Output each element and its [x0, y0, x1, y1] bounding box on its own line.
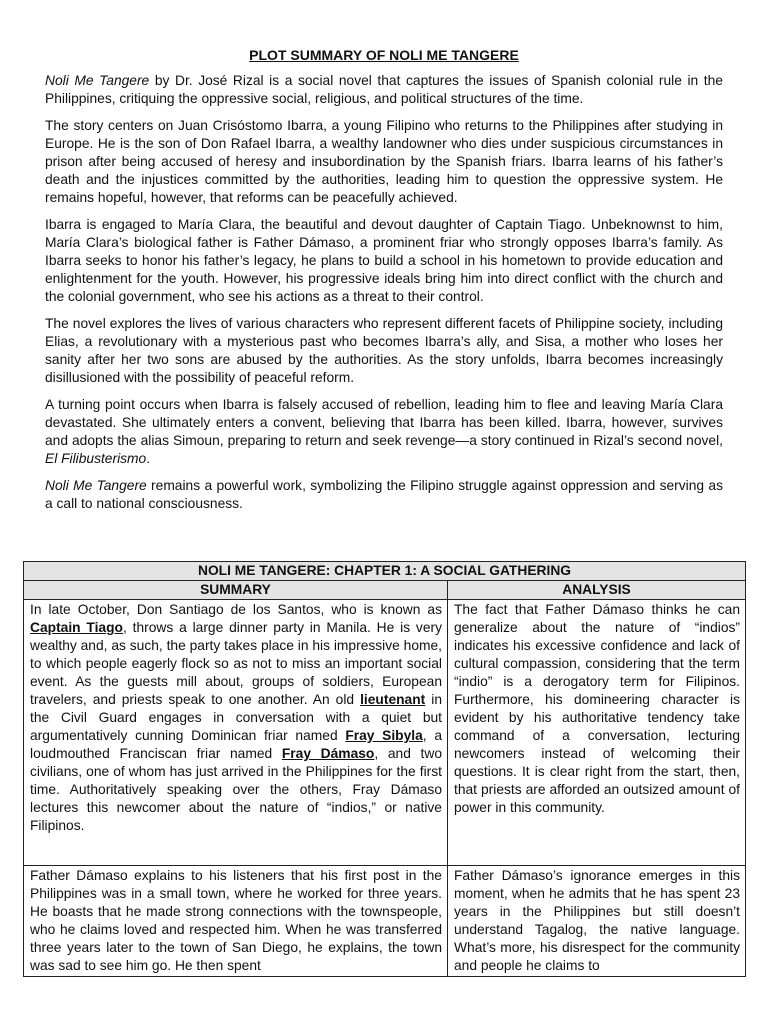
paragraph-ibarra: The story centers on Juan Crisóstomo Ibarra, a young Filipino who returns to the Philippines after studying in Europe. He is the son of Don Rafael Ibarra, a wealthy landowner who dies under suspicious circumstances in prison after being accused of heresy and insubordination by the Spanish friars. Ibarra learns of his father’s death and the injustices committed by the authorities, leading him to question the oppressive system. He remains hopeful, however, that reforms can be peacefully achieved. [45, 118, 723, 205]
column-header-analysis: ANALYSIS [448, 581, 746, 600]
paragraph-text: by Dr. José Rizal is a social novel that captures the issues of Spanish colonial rule in the Philippines, critiquing the oppressive social, religious, and political structures of the time. [45, 73, 723, 106]
document-title: PLOT SUMMARY OF NOLI ME TANGERE [249, 47, 519, 63]
paragraph-maria-clara: Ibarra is engaged to María Clara, the beautiful and devout daughter of Captain Tiago. Unbeknownst to him, María Clara’s biological father is Father Dámaso, a prominent friar who strongly opposes Ibarra’s family. As Ibarra seeks to honor his father’s legacy, he plans to build a school in his hometown to provide education and enlightenment for the youth. However, his progressive ideals bring him into direct conflict with the church and the colonial government, who see his actions as a threat to their control. [45, 217, 723, 304]
paragraph-characters: The novel explores the lives of various characters who represent different facets of Philippine society, including Elias, a revolutionary with a mysterious past who becomes Ibarra’s ally, and Sisa, a mother who loses her sanity after her two sons are abused by the authorities. As the story unfolds, Ibarra becomes increasingly disillusioned with the possibility of peaceful reform. [45, 316, 723, 385]
book-title-italic: Noli Me Tangere [45, 73, 150, 88]
summary-cell [24, 600, 448, 866]
analysis-cell: Father Dámaso’s ignorance emerges in this moment, when he admits that he has spent 23 years in the Philippines but still doesn’t understand Tagalog, the native language. What’s more, his disrespect for the community and people he claims to [448, 866, 746, 977]
chapter-table [23, 561, 746, 977]
book-title-italic: Noli Me Tangere [45, 478, 147, 493]
term-captain-tiago: Captain Tiago [30, 620, 123, 635]
summary-text: In late October, Don Santiago de los Santos, who is known as [30, 602, 442, 617]
term-lieutenant: lieutenant [360, 692, 426, 707]
column-header-summary: SUMMARY [24, 581, 448, 600]
document-body [45, 46, 723, 522]
paragraph-end: . [146, 451, 151, 466]
paragraph-turning-point [45, 396, 723, 468]
table-row [24, 866, 746, 977]
table-row [24, 600, 746, 866]
table-heading: NOLI ME TANGERE: CHAPTER 1: A SOCIAL GATHERING [24, 562, 746, 581]
summary-text: , a loudmouthed Franciscan friar named [30, 728, 442, 761]
analysis-cell: The fact that Father Dámaso thinks he can generalize about the nature of “indios” indicates his excessive confidence and lack of cultural compassion, considering that the term “indio” is a derogatory term for Filipinos. Furthermore, his domineering character is evident by his authoritative tendency take command of a conversation, lecturing newcomers instead of welcoming their questions. It is clear right from the start, then, that priests are afforded an outsized amount of power in this community. [448, 600, 746, 866]
paragraph-text: remains a powerful work, symbolizing the Filipino struggle against oppression and serving as a call to national consciousness. [45, 478, 723, 511]
paragraph-conclusion [45, 477, 723, 513]
term-fray-sibyla: Fray Sibyla [345, 728, 423, 743]
sequel-title-italic: El Filibusterismo [45, 451, 147, 466]
summary-text: in the Civil Guard engages in conversation with a quiet but argumentatively cunning Dominican friar named [30, 692, 442, 743]
summary-text: , throws a large dinner party in Manila. He is very wealthy and, as such, the party takes place in his impressive home, to which people eagerly flock so as not to miss an important social event. As the guests mill about, groups of soldiers, European travelers, and priests speak to one another. An old [30, 620, 442, 707]
table-column-headers [24, 581, 746, 600]
table-heading-row [24, 562, 746, 581]
paragraph-intro [45, 72, 723, 108]
summary-cell: Father Dámaso explains to his listeners that his first post in the Philippines was in a small town, where he worked for three years. He boasts that he made strong connections with the townspeople, who he claims loved and respected him. When he was transferred three years later to the town of San Diego, he explains, the town was sad to see him go. He then spent [24, 866, 448, 977]
paragraph-text: A turning point occurs when Ibarra is falsely accused of rebellion, leading him to flee and leaving María Clara devastated. She ultimately enters a convent, believing that Ibarra has been killed. Ibarra, however, survives and adopts the alias Simoun, preparing to return and seek revenge—a story continued in Rizal’s second novel, [45, 397, 723, 448]
summary-text: , and two civilians, one of whom has just arrived in the Philippines for the first time. Authoritatively speaking over the others, Fray Dámaso lectures this newcomer about the nature of “indios,” or native Filipinos. [30, 746, 443, 833]
term-fray-damaso: Fray Dámaso [281, 746, 375, 761]
